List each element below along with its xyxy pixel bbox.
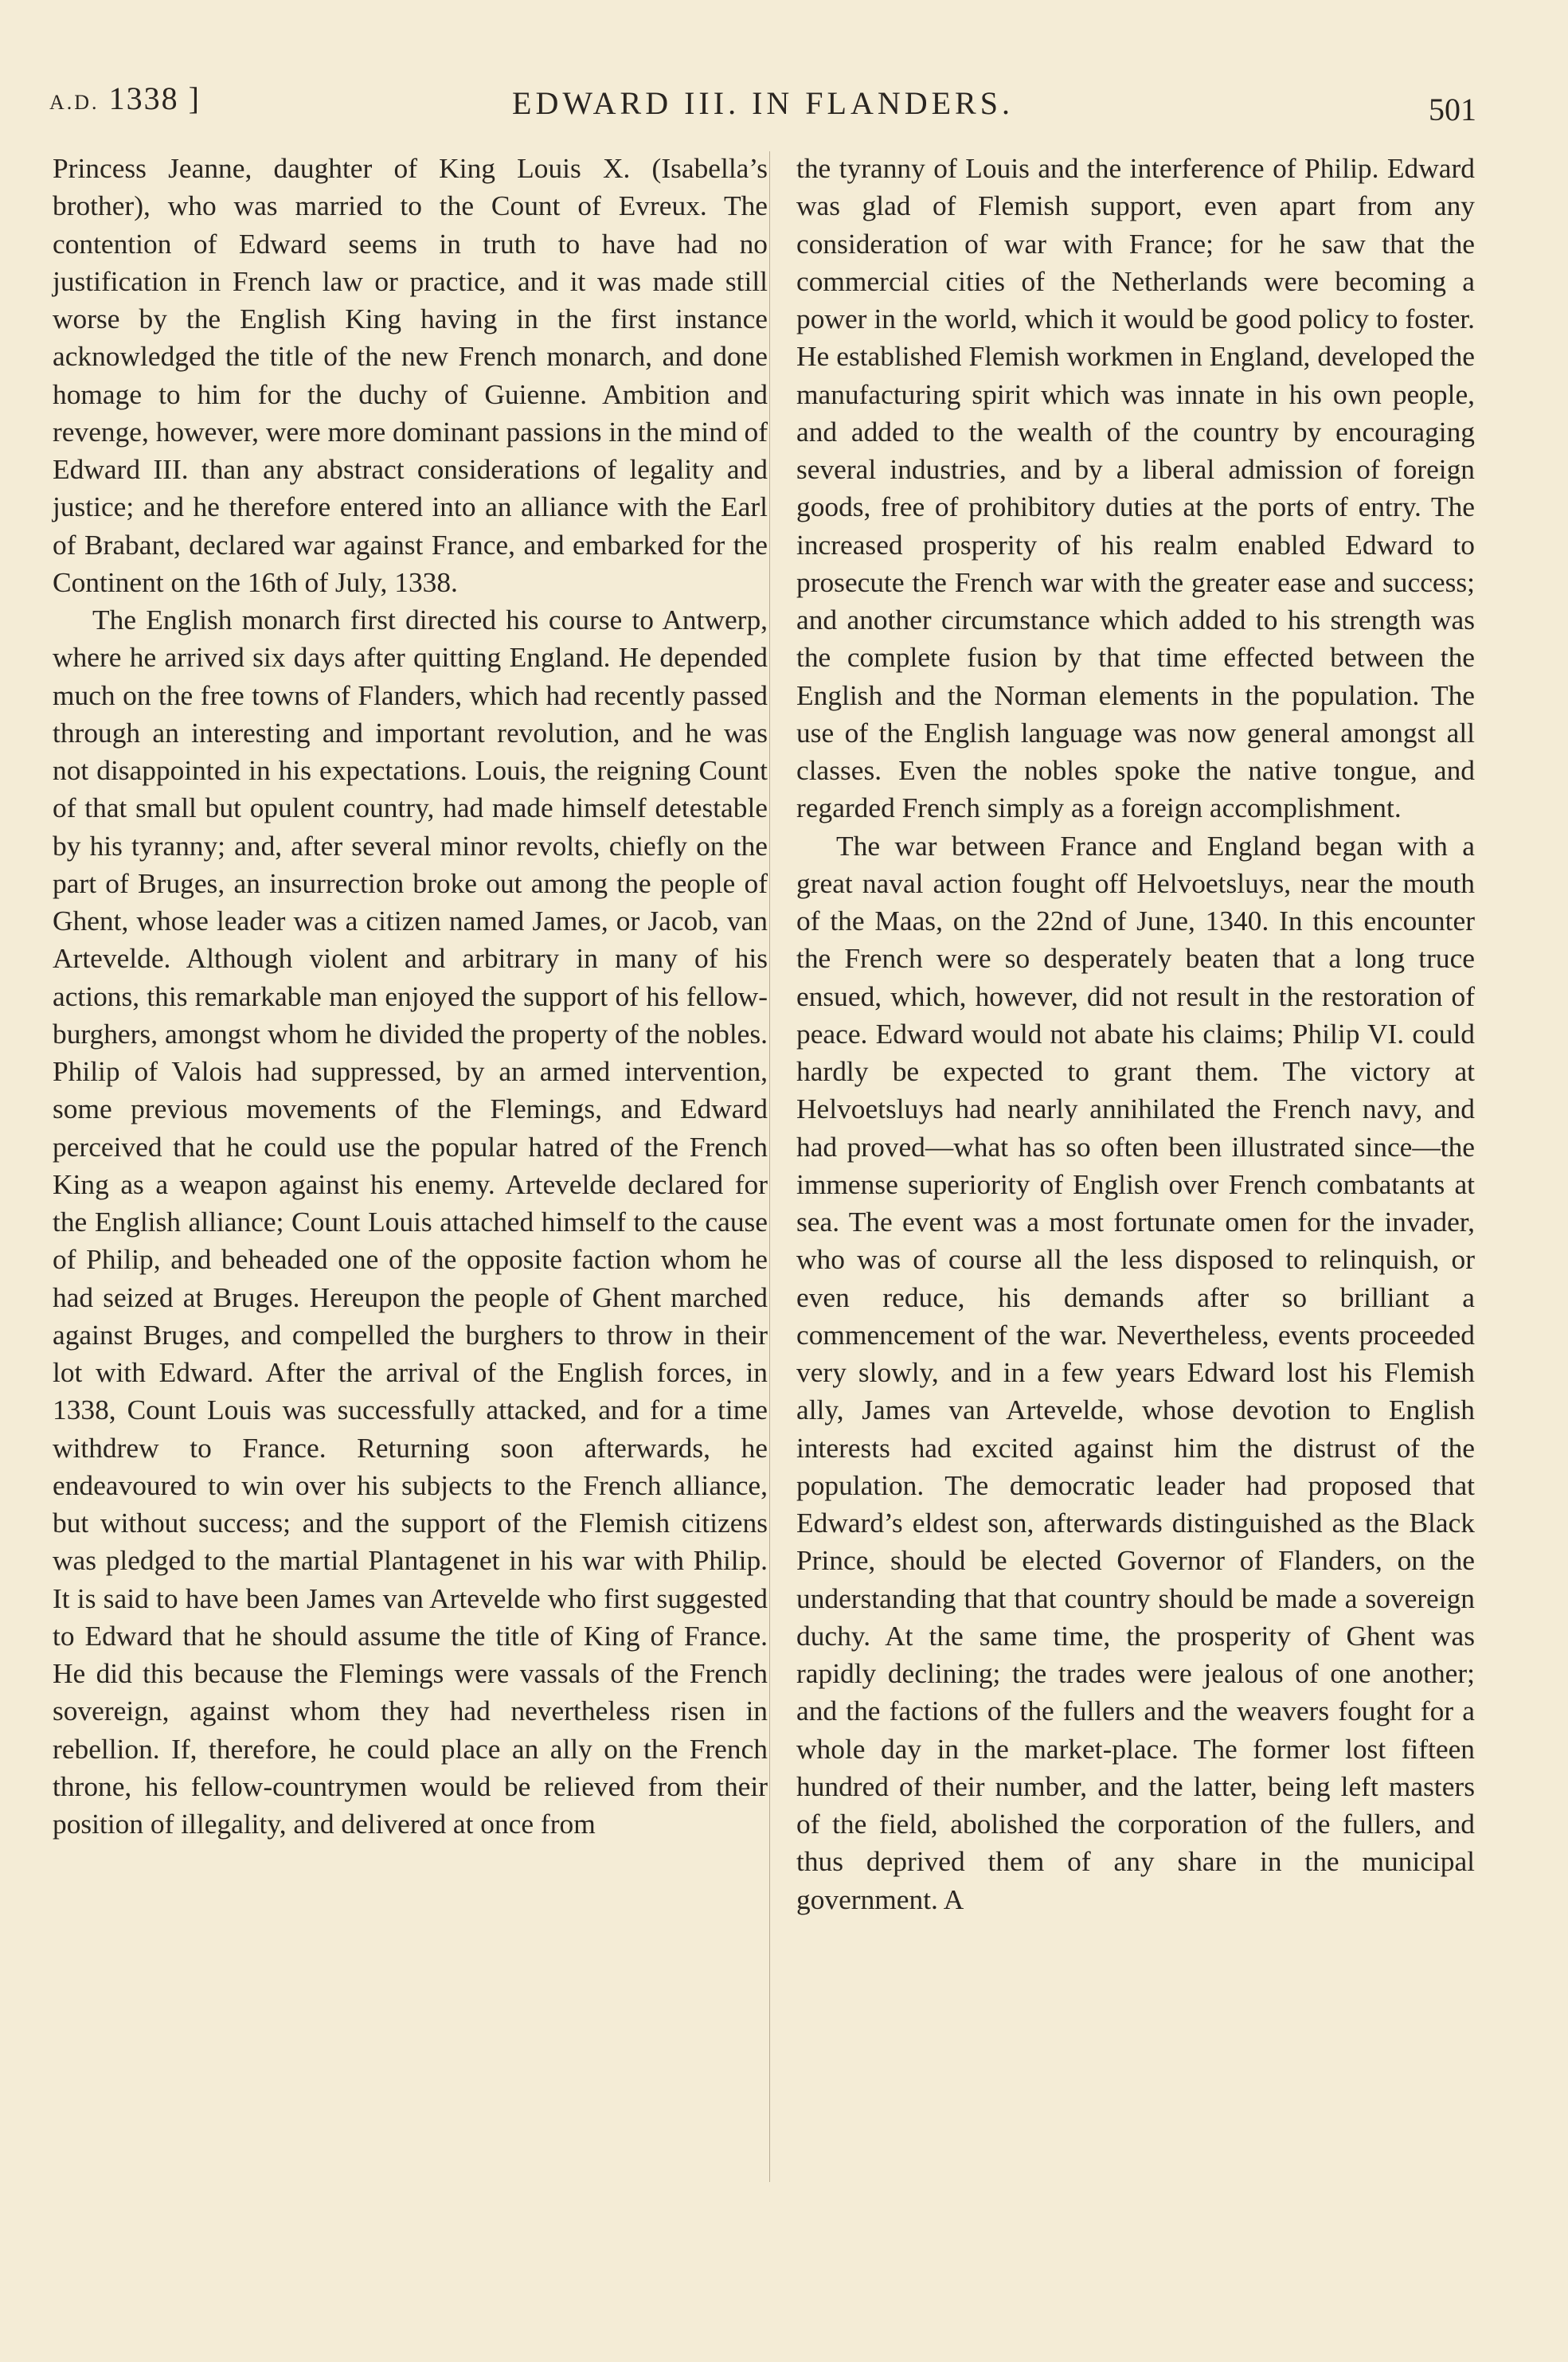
header-year: 1338 ] bbox=[108, 80, 201, 116]
left-column bbox=[53, 150, 768, 1843]
right-column bbox=[796, 150, 1475, 1918]
left-paragraph-1: Princess Jeanne, daughter of King Louis X. (Isabella’s brother), who was married to the Count of Evreux. The contention of Edward seems in truth to have had no justification in French law or practice, and it was made still worse by the English King having in the first instance acknowledged the title of the new French monarch, and done homage to him for the duchy of Guienne. Ambition and revenge, however, were more dominant passions in the mind of Edward III. than any abstract considerations of legality and justice; and he therefore entered into an alliance with the Earl of Brabant, declared war against France, and embarked for the Continent on the 16th of July, 1338. bbox=[53, 152, 768, 598]
page-number: 501 bbox=[1429, 92, 1476, 127]
right-paragraph-2: The war between France and England began with a great naval action fought off Helvoetsluys, near the mouth of the Maas, on the 22nd of June, 1340. In this encounter the French were so desperately beaten that a long truce ensued, which, however, did not result in the restoration of peace. Edward would not abate his claims; Philip VI. could hardly be expected to grant them. The victory at Helvoetsluys had nearly annihilated the French navy, and had proved—what has so often been illustrated since—the immense superiority of English over French combatants at sea. The event was a most fortunate omen for the invader, who was of course all the less disposed to relinquish, or even reduce, his demands after so brilliant a commencement of the war. Nevertheless, events proceeded very slowly, and in a few years Edward lost his Flemish ally, James van Artevelde, whose devotion to English interests had excited against him the distrust of the population. The democratic leader had proposed that Edward’s eldest son, afterwards distinguished as the Black Prince, should be elected Governor of Flanders, on the understanding that that country should be made a sovereign duchy. At the same time, the prosperity of Ghent was rapidly declining; the trades were jealous of one another; and the factions of the fullers and the weavers fought for a whole day in the market-place. The former lost fifteen hundred of their number, and the latter, being left masters of the field, abolished the corporation of the fullers, and thus deprived them of any share in the municipal government. A bbox=[796, 829, 1475, 1915]
column-divider bbox=[769, 151, 770, 2182]
right-paragraph-1: the tyranny of Louis and the interference of Philip. Edward was glad of Flemish support, even apart from any consideration of war with France; for he saw that the commercial cities of the Netherlands were becoming a power in the world, which it would be good policy to foster. He established Flemish workmen in England, developed the manufacturing spirit which was innate in his own people, and added to the wealth of the country by encouraging several industries, and by a liberal admission of foreign goods, free of prohibitory duties at the ports of entry. The increased prosperity of his realm enabled Edward to prosecute the French war with the greater ease and success; and another circumstance which added to his strength was the complete fusion by that time effected between the English and the Norman elements in the population. The use of the English language was now general amongst all classes. Even the nobles spoke the native tongue, and regarded French simply as a foreign accomplishment. bbox=[796, 152, 1475, 824]
left-paragraph-2: The English monarch first directed his course to Antwerp, where he arrived six days after quitting England. He depended much on the free towns of Flanders, which had recently passed through an interesting and important revolution, and he was not disappointed in his expectations. Louis, the reigning Count of that small but opulent country, had made himself detestable by his tyranny; and, after several minor revolts, chiefly on the part of Bruges, an insurrection broke out among the people of Ghent, whose leader was a citizen named James, or Jacob, van Artevelde. Although violent and arbitrary in many of his actions, this remarkable man enjoyed the support of his fellow-burghers, amongst whom he divided the property of the nobles. Philip of Valois had suppressed, by an armed intervention, some previous movements of the Flemings, and Edward perceived that he could use the popular hatred of the French King as a weapon against his enemy. Artevelde declared for the English alliance; Count Louis attached himself to the cause of Philip, and beheaded one of the opposite faction whom he had seized at Bruges. Hereupon the people of Ghent marched against Bruges, and compelled the burghers to throw in their lot with Edward. After the arrival of the English forces, in 1338, Count Louis was successfully attacked, and for a time withdrew to France. Returning soon afterwards, he endeavoured to win over his subjects to the French alliance, but without success; and the support of the Flemish citizens was pledged to the martial Plantagenet in his war with Philip. It is said to have been James van Artevelde who first suggested to Edward that he should assume the title of King of France. He did this because the Flemings were vassals of the French sovereign, against whom they had nevertheless risen in rebellion. If, therefore, he could place an ally on the French throne, his fellow-countrymen would be relieved from their position of illegality, and delivered at once from bbox=[53, 604, 768, 1840]
header-era: A.D. bbox=[49, 91, 100, 114]
running-header bbox=[49, 73, 1476, 127]
header-title: EDWARD III. IN FLANDERS. bbox=[512, 85, 1014, 121]
